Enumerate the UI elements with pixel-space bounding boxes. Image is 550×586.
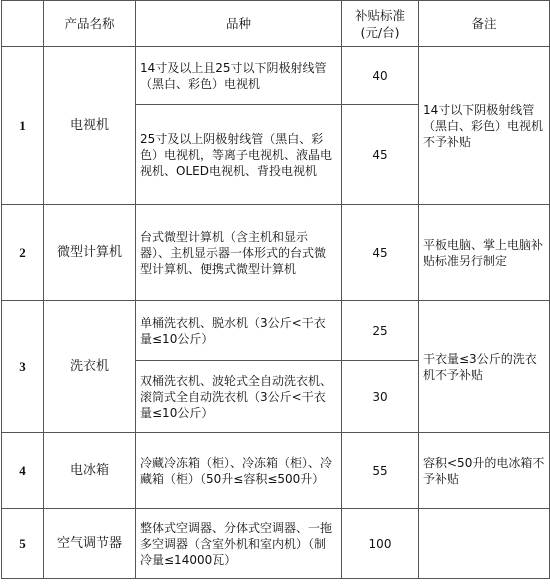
note-cell [419,509,550,579]
header-num [2,1,44,47]
item-cell: 25寸及以上阴极射线管（黑白、彩色）电视机，等离子电视机、液晶电视机、OLED电视机、背投电视机 [136,105,342,205]
item-cell: 双桶洗衣机、波轮式全自动洗衣机、滚筒式全自动洗衣机（3公斤<干衣量≤10公斤） [136,361,342,433]
product-name: 电视机 [44,47,136,205]
note-cell: 平板电脑、掌上电脑补贴标准另行制定 [419,205,550,301]
row-number: 2 [2,205,44,301]
note-cell: 容积<50升的电冰箱不予补贴 [419,433,550,509]
header-row [2,1,550,47]
header-note: 备注 [419,1,550,47]
row-number: 5 [2,509,44,579]
product-name: 洗衣机 [44,301,136,433]
table-row-aircon [2,509,550,579]
item-cell: 整体式空调器、分体式空调器、一拖多空调器（含室外机和室内机）（制冷量≤14000瓦） [136,509,342,579]
standard-cell: 25 [342,301,419,361]
table-row-washer-a [2,301,550,361]
table-row-tv-a [2,47,550,105]
note-cell: 干衣量≤3公斤的洗衣机不予补贴 [419,301,550,433]
header-item: 品种 [136,1,342,47]
standard-cell: 100 [342,509,419,579]
subsidy-table [1,0,550,579]
item-cell: 台式微型计算机（含主机和显示器）、主机显示器一体形式的台式微型计算机、便携式微型计算机 [136,205,342,301]
table-row-fridge [2,433,550,509]
note-cell: 14寸以下阴极射线管（黑白、彩色）电视机不予补贴 [419,47,550,205]
row-number: 3 [2,301,44,433]
product-name: 空气调节器 [44,509,136,579]
standard-cell: 30 [342,361,419,433]
standard-cell: 55 [342,433,419,509]
item-cell: 冷藏冷冻箱（柜）、冷冻箱（柜）、冷藏箱（柜）（50升≤容积≤500升） [136,433,342,509]
standard-cell: 40 [342,47,419,105]
item-cell: 14寸及以上且25寸以下阴极射线管（黑白、彩色）电视机 [136,47,342,105]
header-product-name: 产品名称 [44,1,136,47]
product-name: 电冰箱 [44,433,136,509]
row-number: 4 [2,433,44,509]
header-standard: 补贴标准 (元/台) [342,1,419,47]
product-name: 微型计算机 [44,205,136,301]
row-number: 1 [2,47,44,205]
item-cell: 单桶洗衣机、脱水机（3公斤<干衣量≤10公斤） [136,301,342,361]
standard-cell: 45 [342,105,419,205]
table-row-computer [2,205,550,301]
standard-cell: 45 [342,205,419,301]
